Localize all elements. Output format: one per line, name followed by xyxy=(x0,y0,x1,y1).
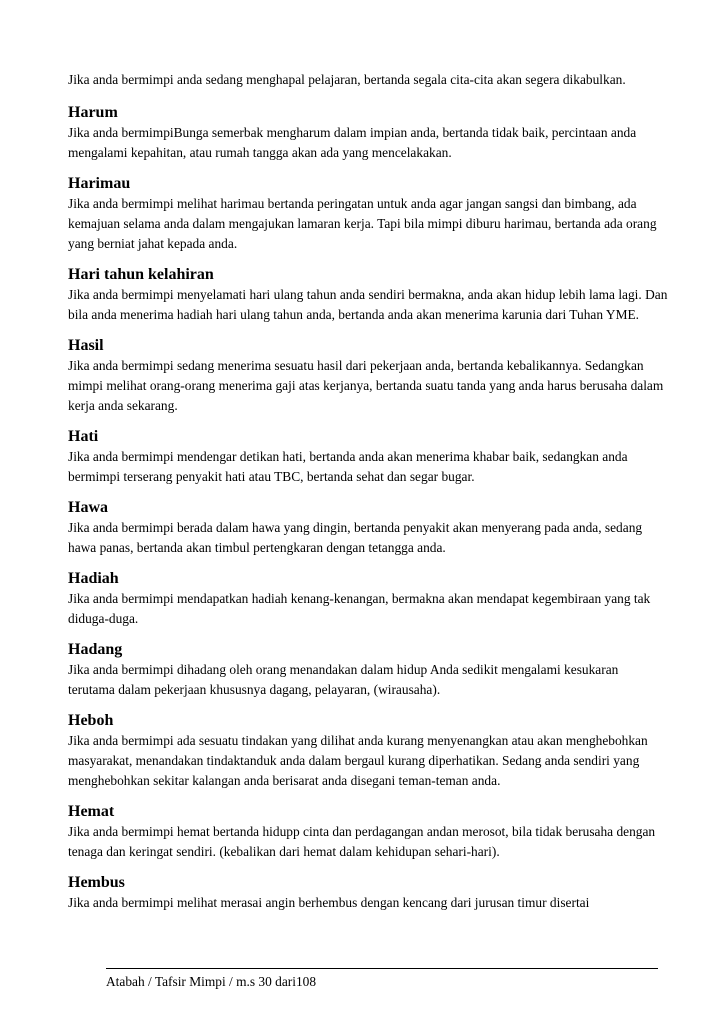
entry-hadiah xyxy=(68,569,668,629)
entry-text: Jika anda bermimpi menyelamati hari ulang tahun anda sendiri bermakna, anda akan hidup lebih lama lagi. Dan bila anda menerima hadiah hari ulang tahun anda, bertanda anda akan menerima karunia dari Tuhan YME. xyxy=(68,287,668,322)
entry-hembus xyxy=(68,873,668,913)
page-content xyxy=(68,70,668,924)
entry-text: Jika anda bermimpi hemat bertanda hidupp cinta dan perdagangan andan merosot, bila tidak berusaha dengan tenaga dan keringat sendiri. (kebalikan dari hemat dalam kehidupan sehari-hari). xyxy=(68,824,656,859)
entry-title: Hadang xyxy=(68,641,123,658)
entry-hati xyxy=(68,427,668,487)
page-footer xyxy=(106,968,658,991)
entry-title: Hawa xyxy=(68,499,108,516)
entry-harimau xyxy=(68,174,668,254)
entry-text: Jika anda bermimpi berada dalam hawa yang dingin, bertanda penyakit akan menyerang pada anda, sedang hawa panas, bertanda akan timbul pertengkaran dengan tetangga anda. xyxy=(68,520,643,555)
entry-harum xyxy=(68,103,668,163)
entry-title: Hadiah xyxy=(68,570,119,587)
entry-hemat xyxy=(68,802,668,862)
entry-text: Jika anda bermimpi melihat merasai angin berhembus dengan kencang dari jurusan timur disertai xyxy=(68,895,590,910)
entry-title: Hasil xyxy=(68,337,104,354)
entry-text: Jika anda bermimpiBunga semerbak mengharum dalam impian anda, bertanda tidak baik, percintaan anda mengalami kepahitan, atau rumah tangga akan ada yang mencelakakan. xyxy=(68,125,637,160)
entry-text: Jika anda bermimpi dihadang oleh orang menandakan dalam hidup Anda sedikit mengalami kesukaran terutama dalam pekerjaan khususnya dagang, pelayaran, (wirausaha). xyxy=(68,662,619,697)
intro-paragraph: Jika anda bermimpi anda sedang menghapal pelajaran, bertanda segala cita-cita akan segera dikabulkan. xyxy=(68,72,626,87)
entry-text: Jika anda bermimpi mendapatkan hadiah kenang-kenangan, bermakna akan mendapat kegembiraan yang tak diduga-duga. xyxy=(68,591,651,626)
entry-hasil xyxy=(68,336,668,416)
entry-text: Jika anda bermimpi ada sesuatu tindakan yang dilihat anda kurang menyenangkan atau akan menghebohkan masyarakat, menandakan tindaktanduk anda dalam bergaul kurang diperhatikan. Sedang anda sendiri yang menghebohkan sekitar kalangan anda berisarat anda disegani teman-teman anda. xyxy=(68,733,648,788)
entry-heboh xyxy=(68,711,668,791)
entry-title: Hari tahun kelahiran xyxy=(68,266,214,283)
entry-text: Jika anda bermimpi melihat harimau bertanda peringatan untuk anda agar jangan sangsi dan bimbang, ada kemajuan selama anda dalam mengajukan lamaran kerja. Tapi bila mimpi diburu harimau, bertanda ada orang yang berniat jahat kepada anda. xyxy=(68,196,657,251)
footer-text: Atabah / Tafsir Mimpi / m.s 30 dari108 xyxy=(106,974,317,989)
entry-title: Harimau xyxy=(68,175,131,192)
entry-title: Hemat xyxy=(68,803,115,820)
entry-text: Jika anda bermimpi mendengar detikan hati, bertanda anda akan menerima khabar baik, sedangkan anda bermimpi terserang penyakit hati atau TBC, bertanda sehat dan segar bugar. xyxy=(68,449,628,484)
footer-divider xyxy=(106,968,658,969)
entry-title: Harum xyxy=(68,104,118,121)
entry-title: Heboh xyxy=(68,712,114,729)
entry-title: Hati xyxy=(68,428,99,445)
entry-title: Hembus xyxy=(68,874,125,891)
entry-hari-tahun-kelahiran xyxy=(68,265,668,325)
entry-hadang xyxy=(68,640,668,700)
entry-text: Jika anda bermimpi sedang menerima sesuatu hasil dari pekerjaan anda, bertanda kebalikannya. Sedangkan mimpi melihat orang-orang menerima gaji atas kerjanya, bertanda suatu tanda yang anda harus berusaha dalam kerja anda sekarang. xyxy=(68,358,664,413)
entry-hawa xyxy=(68,498,668,558)
